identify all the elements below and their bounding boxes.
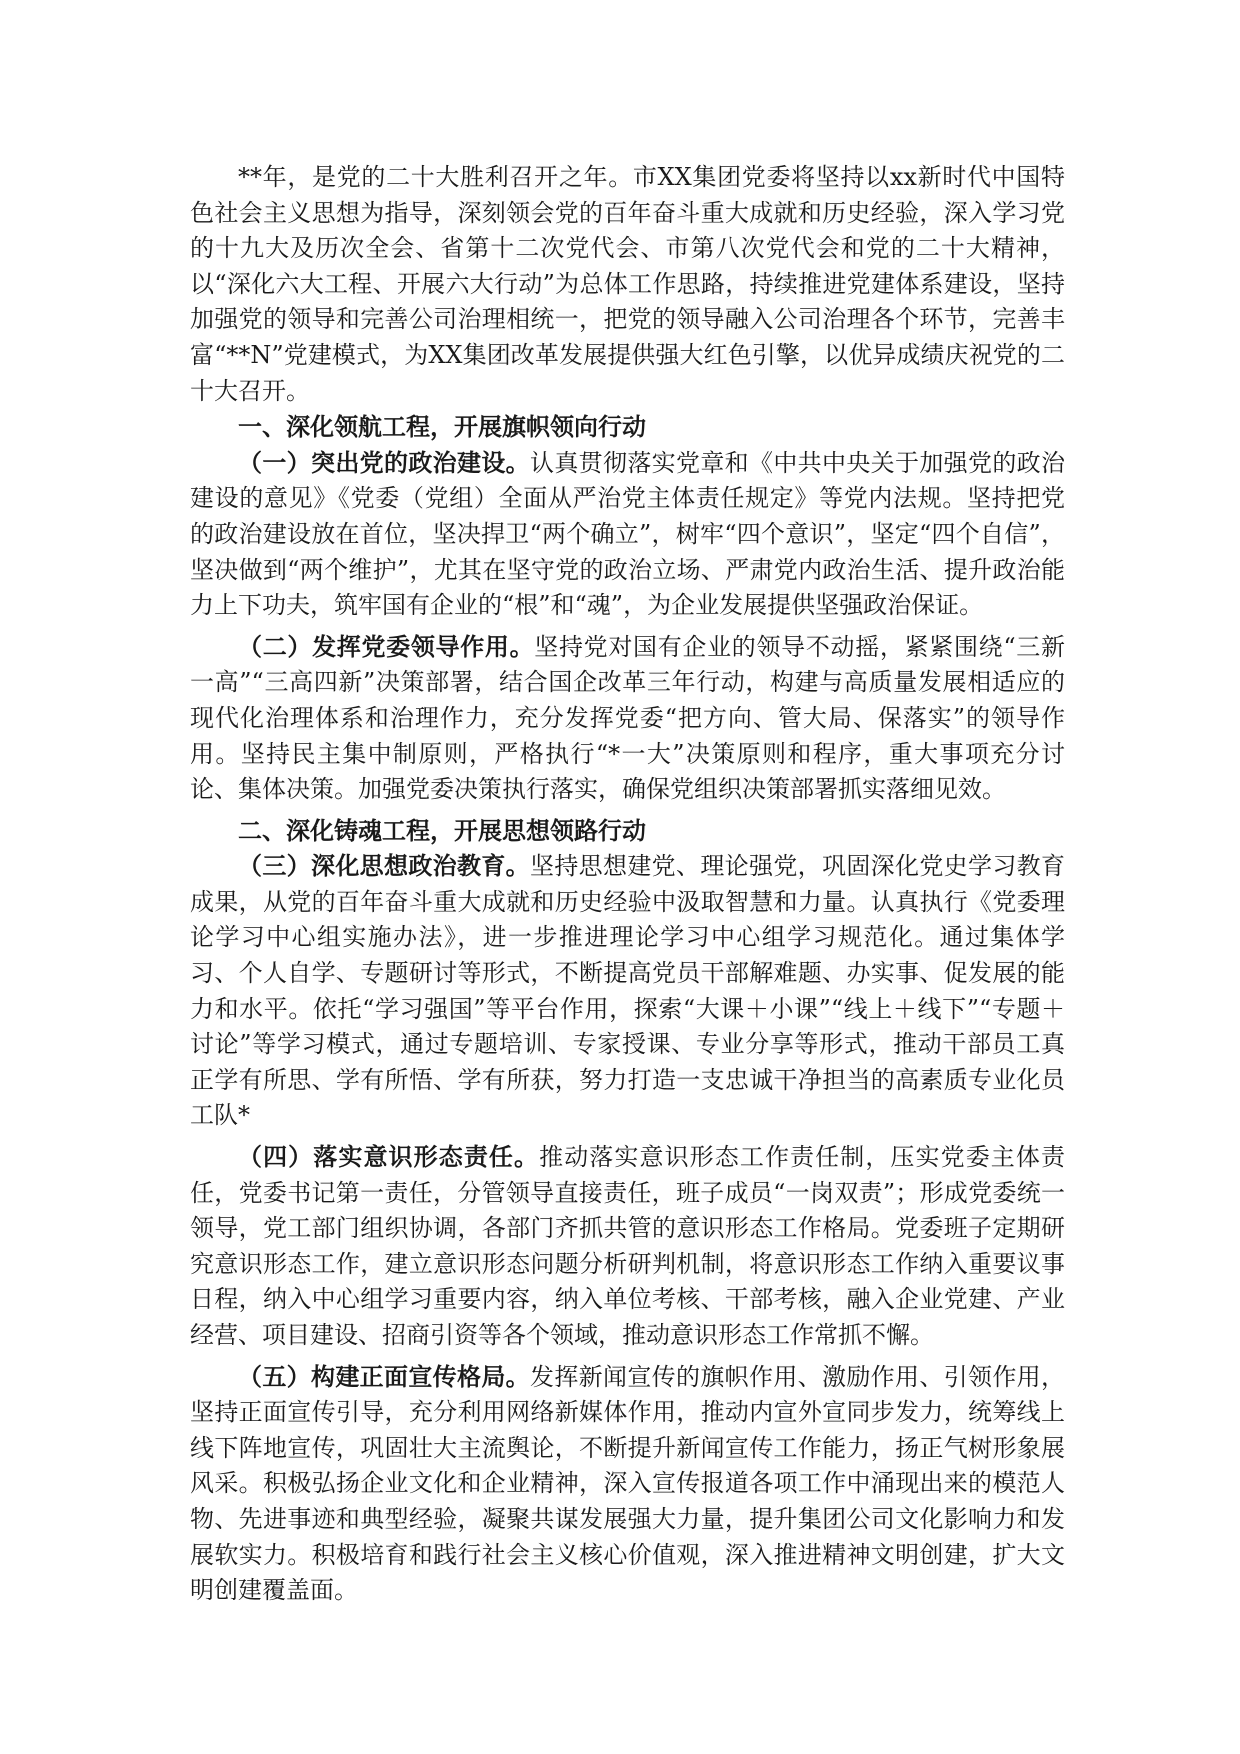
paragraph-5-lead: （五）构建正面宣传格局。 [238,1361,530,1391]
section-heading-2: 二、深化铸魂工程，开展思想领路行动 [238,815,646,845]
paragraph-5 [190,1359,1065,1609]
paragraph-4 [190,1139,1065,1354]
paragraph-3 [190,848,1065,1134]
paragraph-1-lead: （一）突出党的政治建设。 [238,447,530,477]
paragraph-2 [190,629,1065,808]
intro-paragraph: **年，是党的二十大胜利召开之年。市XX集团党委将坚持以xx新时代中国特色社会主义思想为指导，深刻领会党的百年奋斗重大成就和历史经验，深入学习党的十九大及历次全会、省第十二次党代会、市第八次党代会和党的二十大精神，以“深化六大工程、开展六大行动”为总体工作思路，持续推进党建体系建设，坚持加强党的领导和完善公司治理相统一，把党的领导融入公司治理各个环节，完善丰富“**N”党建模式，为XX集团改革发展提供强大红色引擎，以优异成绩庆祝党的二十大召开。 [190,163,1065,405]
paragraph-1 [190,445,1065,624]
paragraph-2-body: 坚持党对国有企业的领导不动摇，紧紧围绕“三新一高”“三高四新”决策部署，结合国企改革三年行动，构建与高质量发展相适应的现代化治理体系和治理作力，充分发挥党委“把方向、管大局、保落实”的领导作用。坚持民主集中制原则，严格执行“*一大”决策原则和程序，重大事项充分讨论、集体决策。加强党委决策执行落实，确保党组织决策部署抓实落细见效。 [190,632,1065,804]
paragraph-5-body: 发挥新闻宣传的旗帜作用、激励作用、引领作用，坚持正面宣传引导，充分利用网络新媒体作用，推动内宣外宣同步发力，统筹线上线下阵地宣传，巩固壮大主流舆论，不断提升新闻宣传工作能力，扬正气树形象展风采。积极弘扬企业文化和企业精神，深入宣传报道各项工作中涌现出来的模范人物、先进事迹和典型经验，凝聚共谋发展强大力量，提升集团公司文化影响力和发展软实力。积极培育和践行社会主义核心价值观，深入推进精神文明创建，扩大文明创建覆盖面。 [190,1362,1065,1605]
section-heading-1: 一、深化领航工程，开展旗帜领向行动 [238,412,646,442]
paragraph-4-lead: （四）落实意识形态责任。 [238,1142,540,1172]
paragraph-2-lead: （二）发挥党委领导作用。 [238,631,535,661]
paragraph-1-body: 认真贯彻落实党章和《中共中央关于加强党的政治建设的意见》《党委（党组）全面从严治党主体责任规定》等党内法规。坚持把党的政治建设放在首位，坚决捍卫“两个确立”，树牢“四个意识”，坚定“四个自信”，坚决做到“两个维护”，尤其在坚守党的政治立场、严肃党内政治生活、提升政治能力上下功夫，筑牢国有企业的“根”和“魂”，为企业发展提供坚强政治保证。 [190,448,1065,620]
paragraph-3-body: 坚持思想建党、理论强党，巩固深化党史学习教育成果，从党的百年奋斗重大成就和历史经验中汲取智慧和力量。认真执行《党委理论学习中心组实施办法》，进一步推进理论学习中心组学习规范化。通过集体学习、个人自学、专题研讨等形式，不断提高党员干部解难题、办实事、促发展的能力和水平。依托“学习强国”等平台作用，探索“大课＋小课”“线上＋线下”“专题＋讨论”等学习模式，通过专题培训、专家授课、专业分享等形式，推动干部员工真正学有所思、学有所悟、学有所获，努力打造一支忠诚干净担当的高素质专业化员工队* [190,852,1065,1130]
paragraph-4-body: 推动落实意识形态工作责任制，压实党委主体责任，党委书记第一责任，分管领导直接责任，班子成员“一岗双责”；形成党委统一领导，党工部门组织协调，各部门齐抓共管的意识形态工作格局。党委班子定期研究意识形态工作，建立意识形态问题分析研判机制，将意识形态工作纳入重要议事日程，纳入中心组学习重要内容，纳入单位考核、干部考核，融入企业党建、产业经营、项目建设、招商引资等各个领域，推动意识形态工作常抓不懈。 [190,1143,1065,1349]
paragraph-3-lead: （三）深化思想政治教育。 [238,851,530,881]
document-body [190,160,1065,1609]
